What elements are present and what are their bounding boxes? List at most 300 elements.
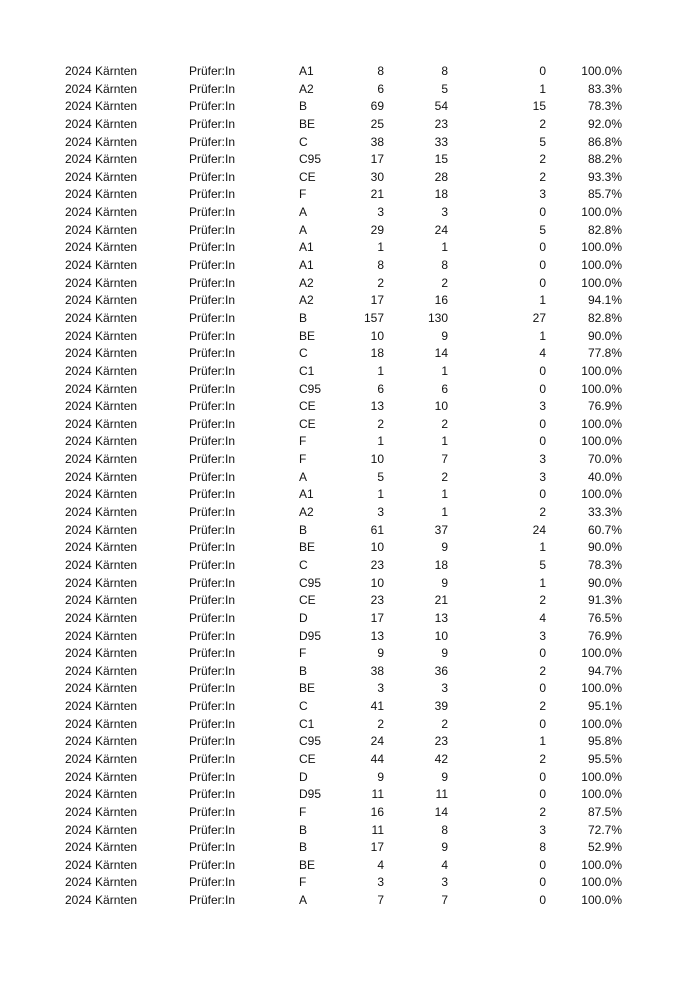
table-row [0, 680, 700, 698]
cell-total: 38 [370, 134, 384, 149]
table-row [0, 433, 700, 451]
cell-pass-rate: 95.8% [587, 734, 622, 749]
table-row [0, 663, 700, 681]
cell-failed: 0 [539, 787, 546, 802]
cell-failed: 4 [539, 346, 546, 361]
cell-total: 13 [370, 399, 384, 414]
cell-total: 10 [370, 540, 384, 555]
cell-total: 1 [377, 487, 384, 502]
cell-year-region: 2024 Kärnten [65, 893, 138, 908]
cell-license-class: D [299, 610, 308, 625]
cell-passed: 24 [434, 222, 448, 237]
cell-year-region: 2024 Kärnten [65, 857, 138, 872]
cell-pass-rate: 72.7% [587, 822, 622, 837]
cell-total: 23 [370, 593, 384, 608]
cell-failed: 2 [539, 505, 546, 520]
cell-pass-rate: 100.0% [581, 64, 622, 78]
cell-year-region: 2024 Kärnten [65, 875, 138, 890]
table-row [0, 169, 700, 187]
cell-year-region: 2024 Kärnten [65, 205, 138, 220]
cell-total: 6 [377, 381, 384, 396]
table-row [0, 345, 700, 363]
cell-license-class: C [299, 699, 308, 714]
cell-year-region: 2024 Kärnten [65, 134, 138, 149]
table-row [0, 363, 700, 381]
cell-total: 3 [377, 505, 384, 520]
table-row [0, 292, 700, 310]
cell-passed: 8 [441, 258, 448, 273]
cell-failed: 0 [539, 258, 546, 273]
cell-passed: 9 [441, 646, 448, 661]
cell-failed: 3 [539, 187, 546, 202]
cell-pass-rate: 95.5% [587, 751, 622, 766]
cell-pass-rate: 60.7% [587, 522, 622, 537]
table-row [0, 416, 700, 434]
cell-pass-rate: 100.0% [581, 716, 622, 731]
cell-failed: 0 [539, 363, 546, 378]
cell-failed: 5 [539, 222, 546, 237]
cell-license-class: D [299, 769, 308, 784]
cell-examiner: Prüfer:In [189, 487, 236, 502]
cell-pass-rate: 94.7% [587, 663, 622, 678]
cell-passed: 10 [434, 399, 448, 414]
table-row [0, 398, 700, 416]
cell-failed: 5 [539, 134, 546, 149]
cell-failed: 0 [539, 893, 546, 908]
cell-total: 7 [377, 893, 384, 908]
cell-year-region: 2024 Kärnten [65, 99, 138, 114]
cell-total: 17 [370, 610, 384, 625]
cell-examiner: Prüfer:In [189, 557, 236, 572]
data-table [0, 63, 700, 910]
cell-pass-rate: 40.0% [587, 469, 622, 484]
cell-total: 25 [370, 116, 384, 131]
cell-total: 23 [370, 557, 384, 572]
cell-passed: 1 [441, 240, 448, 255]
cell-examiner: Prüfer:In [189, 169, 236, 184]
cell-failed: 5 [539, 557, 546, 572]
cell-examiner: Prüfer:In [189, 469, 236, 484]
cell-license-class: BE [299, 857, 316, 872]
cell-year-region: 2024 Kärnten [65, 610, 138, 625]
table-row [0, 857, 700, 875]
cell-failed: 1 [539, 328, 546, 343]
cell-examiner: Prüfer:In [189, 381, 236, 396]
cell-failed: 3 [539, 628, 546, 643]
table-row [0, 733, 700, 751]
cell-pass-rate: 86.8% [587, 134, 622, 149]
cell-failed: 2 [539, 152, 546, 167]
cell-total: 30 [370, 169, 384, 184]
cell-passed: 23 [434, 116, 448, 131]
cell-passed: 2 [441, 469, 448, 484]
cell-pass-rate: 93.3% [587, 169, 622, 184]
cell-passed: 1 [441, 505, 448, 520]
cell-examiner: Prüfer:In [189, 434, 236, 449]
table-row [0, 275, 700, 293]
cell-examiner: Prüfer:In [189, 699, 236, 714]
cell-passed: 2 [441, 416, 448, 431]
cell-examiner: Prüfer:In [189, 152, 236, 167]
cell-examiner: Prüfer:In [189, 416, 236, 431]
cell-license-class: F [299, 875, 307, 890]
table-row [0, 469, 700, 487]
cell-total: 17 [370, 152, 384, 167]
cell-examiner: Prüfer:In [189, 681, 236, 696]
cell-total: 9 [377, 769, 384, 784]
cell-passed: 1 [441, 363, 448, 378]
cell-total: 69 [370, 99, 384, 114]
table-row [0, 451, 700, 469]
cell-pass-rate: 94.1% [587, 293, 622, 308]
table-row [0, 186, 700, 204]
cell-pass-rate: 76.9% [587, 628, 622, 643]
cell-license-class: CE [299, 399, 316, 414]
cell-failed: 0 [539, 205, 546, 220]
cell-license-class: CE [299, 416, 316, 431]
cell-total: 61 [370, 522, 384, 537]
cell-passed: 3 [441, 875, 448, 890]
cell-failed: 0 [539, 434, 546, 449]
cell-license-class: F [299, 187, 307, 202]
cell-pass-rate: 100.0% [581, 258, 622, 273]
cell-license-class: C95 [299, 734, 322, 749]
cell-pass-rate: 100.0% [581, 875, 622, 890]
cell-failed: 0 [539, 769, 546, 784]
cell-examiner: Prüfer:In [189, 363, 236, 378]
cell-pass-rate: 88.2% [587, 152, 622, 167]
cell-pass-rate: 100.0% [581, 769, 622, 784]
cell-pass-rate: 90.0% [587, 328, 622, 343]
cell-license-class: A1 [299, 258, 314, 273]
cell-year-region: 2024 Kärnten [65, 663, 138, 678]
cell-total: 10 [370, 328, 384, 343]
cell-total: 44 [370, 751, 384, 766]
cell-passed: 23 [434, 734, 448, 749]
cell-license-class: CE [299, 751, 316, 766]
table-row [0, 698, 700, 716]
table-row [0, 381, 700, 399]
table-row [0, 204, 700, 222]
cell-year-region: 2024 Kärnten [65, 310, 138, 325]
cell-total: 1 [377, 363, 384, 378]
cell-total: 11 [371, 822, 384, 837]
cell-passed: 7 [441, 452, 448, 467]
cell-pass-rate: 100.0% [581, 240, 622, 255]
cell-license-class: A [299, 222, 308, 237]
cell-year-region: 2024 Kärnten [65, 628, 138, 643]
cell-license-class: C1 [299, 363, 315, 378]
cell-failed: 2 [539, 593, 546, 608]
cell-year-region: 2024 Kärnten [65, 505, 138, 520]
cell-total: 21 [370, 187, 384, 202]
cell-pass-rate: 100.0% [581, 381, 622, 396]
cell-pass-rate: 85.7% [587, 187, 622, 202]
cell-failed: 1 [539, 540, 546, 555]
cell-passed: 54 [434, 99, 448, 114]
cell-pass-rate: 77.8% [587, 346, 622, 361]
cell-total: 2 [377, 716, 384, 731]
cell-total: 2 [377, 275, 384, 290]
cell-license-class: A [299, 893, 308, 908]
cell-passed: 36 [434, 663, 448, 678]
table-row [0, 257, 700, 275]
cell-year-region: 2024 Kärnten [65, 258, 138, 273]
cell-pass-rate: 100.0% [581, 205, 622, 220]
cell-year-region: 2024 Kärnten [65, 681, 138, 696]
cell-license-class: C1 [299, 716, 315, 731]
cell-year-region: 2024 Kärnten [65, 716, 138, 731]
cell-examiner: Prüfer:In [189, 716, 236, 731]
cell-license-class: F [299, 452, 307, 467]
cell-total: 5 [377, 469, 384, 484]
cell-failed: 0 [539, 716, 546, 731]
cell-year-region: 2024 Kärnten [65, 363, 138, 378]
table-row [0, 116, 700, 134]
cell-passed: 6 [441, 381, 448, 396]
cell-total: 4 [377, 857, 384, 872]
cell-pass-rate: 90.0% [587, 540, 622, 555]
cell-passed: 13 [434, 610, 448, 625]
cell-examiner: Prüfer:In [189, 187, 236, 202]
cell-total: 41 [370, 699, 384, 714]
table-row [0, 222, 700, 240]
cell-license-class: B [299, 310, 308, 325]
cell-failed: 1 [539, 293, 546, 308]
cell-total: 1 [377, 434, 384, 449]
cell-license-class: A1 [299, 487, 314, 502]
cell-total: 16 [370, 804, 384, 819]
cell-failed: 24 [532, 522, 546, 537]
cell-license-class: F [299, 804, 307, 819]
cell-total: 13 [370, 628, 384, 643]
cell-pass-rate: 100.0% [581, 893, 622, 908]
cell-examiner: Prüfer:In [189, 452, 236, 467]
cell-license-class: B [299, 99, 308, 114]
cell-failed: 4 [539, 610, 546, 625]
cell-failed: 1 [539, 81, 546, 96]
cell-passed: 1 [441, 434, 448, 449]
cell-pass-rate: 100.0% [581, 787, 622, 802]
cell-license-class: A [299, 205, 308, 220]
cell-examiner: Prüfer:In [189, 116, 236, 131]
table-row [0, 575, 700, 593]
cell-year-region: 2024 Kärnten [65, 575, 138, 590]
cell-failed: 3 [539, 452, 546, 467]
cell-passed: 2 [441, 716, 448, 731]
cell-total: 10 [370, 452, 384, 467]
table-row [0, 645, 700, 663]
cell-license-class: C95 [299, 152, 322, 167]
cell-pass-rate: 100.0% [581, 363, 622, 378]
cell-license-class: A2 [299, 505, 314, 520]
cell-total: 9 [377, 646, 384, 661]
cell-year-region: 2024 Kärnten [65, 734, 138, 749]
cell-license-class: B [299, 663, 308, 678]
cell-failed: 0 [539, 646, 546, 661]
cell-pass-rate: 33.3% [587, 505, 622, 520]
cell-year-region: 2024 Kärnten [65, 646, 138, 661]
cell-total: 8 [377, 64, 384, 78]
cell-pass-rate: 52.9% [587, 840, 622, 855]
cell-examiner: Prüfer:In [189, 875, 236, 890]
cell-failed: 1 [539, 575, 546, 590]
cell-examiner: Prüfer:In [189, 610, 236, 625]
cell-passed: 16 [434, 293, 448, 308]
cell-pass-rate: 90.0% [587, 575, 622, 590]
cell-total: 17 [370, 840, 384, 855]
cell-examiner: Prüfer:In [189, 346, 236, 361]
cell-total: 24 [370, 734, 384, 749]
cell-year-region: 2024 Kärnten [65, 328, 138, 343]
cell-passed: 18 [434, 187, 448, 202]
cell-examiner: Prüfer:In [189, 328, 236, 343]
cell-failed: 2 [539, 169, 546, 184]
table-row [0, 592, 700, 610]
cell-examiner: Prüfer:In [189, 81, 236, 96]
cell-examiner: Prüfer:In [189, 310, 236, 325]
cell-examiner: Prüfer:In [189, 293, 236, 308]
cell-failed: 0 [539, 416, 546, 431]
cell-examiner: Prüfer:In [189, 751, 236, 766]
cell-year-region: 2024 Kärnten [65, 346, 138, 361]
cell-total: 8 [377, 258, 384, 273]
cell-year-region: 2024 Kärnten [65, 275, 138, 290]
cell-total: 18 [370, 346, 384, 361]
cell-failed: 0 [539, 875, 546, 890]
cell-examiner: Prüfer:In [189, 593, 236, 608]
cell-year-region: 2024 Kärnten [65, 787, 138, 802]
cell-failed: 2 [539, 699, 546, 714]
cell-passed: 39 [434, 699, 448, 714]
cell-pass-rate: 70.0% [587, 452, 622, 467]
cell-examiner: Prüfer:In [189, 734, 236, 749]
cell-year-region: 2024 Kärnten [65, 416, 138, 431]
cell-examiner: Prüfer:In [189, 275, 236, 290]
cell-total: 3 [377, 681, 384, 696]
cell-license-class: C [299, 557, 308, 572]
cell-failed: 2 [539, 116, 546, 131]
cell-failed: 0 [539, 275, 546, 290]
cell-passed: 3 [441, 681, 448, 696]
table-row [0, 63, 700, 81]
cell-pass-rate: 92.0% [587, 116, 622, 131]
cell-pass-rate: 78.3% [587, 557, 622, 572]
cell-examiner: Prüfer:In [189, 840, 236, 855]
cell-passed: 7 [441, 893, 448, 908]
cell-total: 3 [377, 875, 384, 890]
cell-passed: 9 [441, 540, 448, 555]
cell-passed: 4 [441, 857, 448, 872]
cell-year-region: 2024 Kärnten [65, 222, 138, 237]
cell-total: 3 [377, 205, 384, 220]
cell-license-class: BE [299, 681, 316, 696]
cell-passed: 2 [441, 275, 448, 290]
cell-pass-rate: 100.0% [581, 275, 622, 290]
cell-examiner: Prüfer:In [189, 822, 236, 837]
cell-year-region: 2024 Kärnten [65, 751, 138, 766]
table-row [0, 839, 700, 857]
table-row [0, 310, 700, 328]
cell-pass-rate: 100.0% [581, 646, 622, 661]
cell-year-region: 2024 Kärnten [65, 699, 138, 714]
table-row [0, 610, 700, 628]
cell-year-region: 2024 Kärnten [65, 822, 138, 837]
cell-passed: 33 [434, 134, 448, 149]
cell-passed: 10 [434, 628, 448, 643]
cell-year-region: 2024 Kärnten [65, 116, 138, 131]
cell-passed: 11 [435, 787, 448, 802]
cell-pass-rate: 83.3% [587, 81, 622, 96]
table-row [0, 804, 700, 822]
cell-examiner: Prüfer:In [189, 857, 236, 872]
cell-year-region: 2024 Kärnten [65, 540, 138, 555]
cell-total: 38 [370, 663, 384, 678]
table-row [0, 134, 700, 152]
cell-total: 6 [377, 81, 384, 96]
cell-license-class: BE [299, 540, 316, 555]
table-row [0, 874, 700, 892]
cell-examiner: Prüfer:In [189, 540, 236, 555]
cell-pass-rate: 82.8% [587, 310, 622, 325]
cell-passed: 130 [427, 310, 448, 325]
cell-failed: 0 [539, 681, 546, 696]
cell-failed: 0 [539, 381, 546, 396]
cell-pass-rate: 100.0% [581, 857, 622, 872]
cell-year-region: 2024 Kärnten [65, 187, 138, 202]
cell-failed: 8 [539, 840, 546, 855]
cell-pass-rate: 95.1% [587, 699, 622, 714]
cell-license-class: B [299, 840, 308, 855]
cell-examiner: Prüfer:In [189, 893, 236, 908]
cell-examiner: Prüfer:In [189, 205, 236, 220]
cell-pass-rate: 100.0% [581, 434, 622, 449]
cell-license-class: A [299, 469, 308, 484]
cell-year-region: 2024 Kärnten [65, 557, 138, 572]
cell-year-region: 2024 Kärnten [65, 522, 138, 537]
cell-examiner: Prüfer:In [189, 575, 236, 590]
cell-examiner: Prüfer:In [189, 222, 236, 237]
cell-failed: 0 [539, 857, 546, 872]
cell-failed: 0 [539, 487, 546, 502]
cell-passed: 5 [441, 81, 448, 96]
cell-year-region: 2024 Kärnten [65, 487, 138, 502]
cell-license-class: BE [299, 328, 316, 343]
cell-license-class: A2 [299, 293, 314, 308]
cell-license-class: A1 [299, 240, 314, 255]
cell-passed: 9 [441, 575, 448, 590]
cell-year-region: 2024 Kärnten [65, 840, 138, 855]
cell-examiner: Prüfer:In [189, 804, 236, 819]
cell-failed: 27 [532, 310, 546, 325]
cell-license-class: B [299, 822, 308, 837]
cell-examiner: Prüfer:In [189, 646, 236, 661]
table-row [0, 151, 700, 169]
cell-failed: 2 [539, 663, 546, 678]
cell-year-region: 2024 Kärnten [65, 399, 138, 414]
table-row [0, 892, 700, 910]
cell-pass-rate: 100.0% [581, 487, 622, 502]
table-row [0, 98, 700, 116]
cell-failed: 3 [539, 822, 546, 837]
cell-year-region: 2024 Kärnten [65, 381, 138, 396]
cell-pass-rate: 100.0% [581, 416, 622, 431]
cell-examiner: Prüfer:In [189, 240, 236, 255]
cell-year-region: 2024 Kärnten [65, 64, 138, 78]
table-row [0, 328, 700, 346]
cell-license-class: A2 [299, 81, 314, 96]
cell-pass-rate: 78.3% [587, 99, 622, 114]
